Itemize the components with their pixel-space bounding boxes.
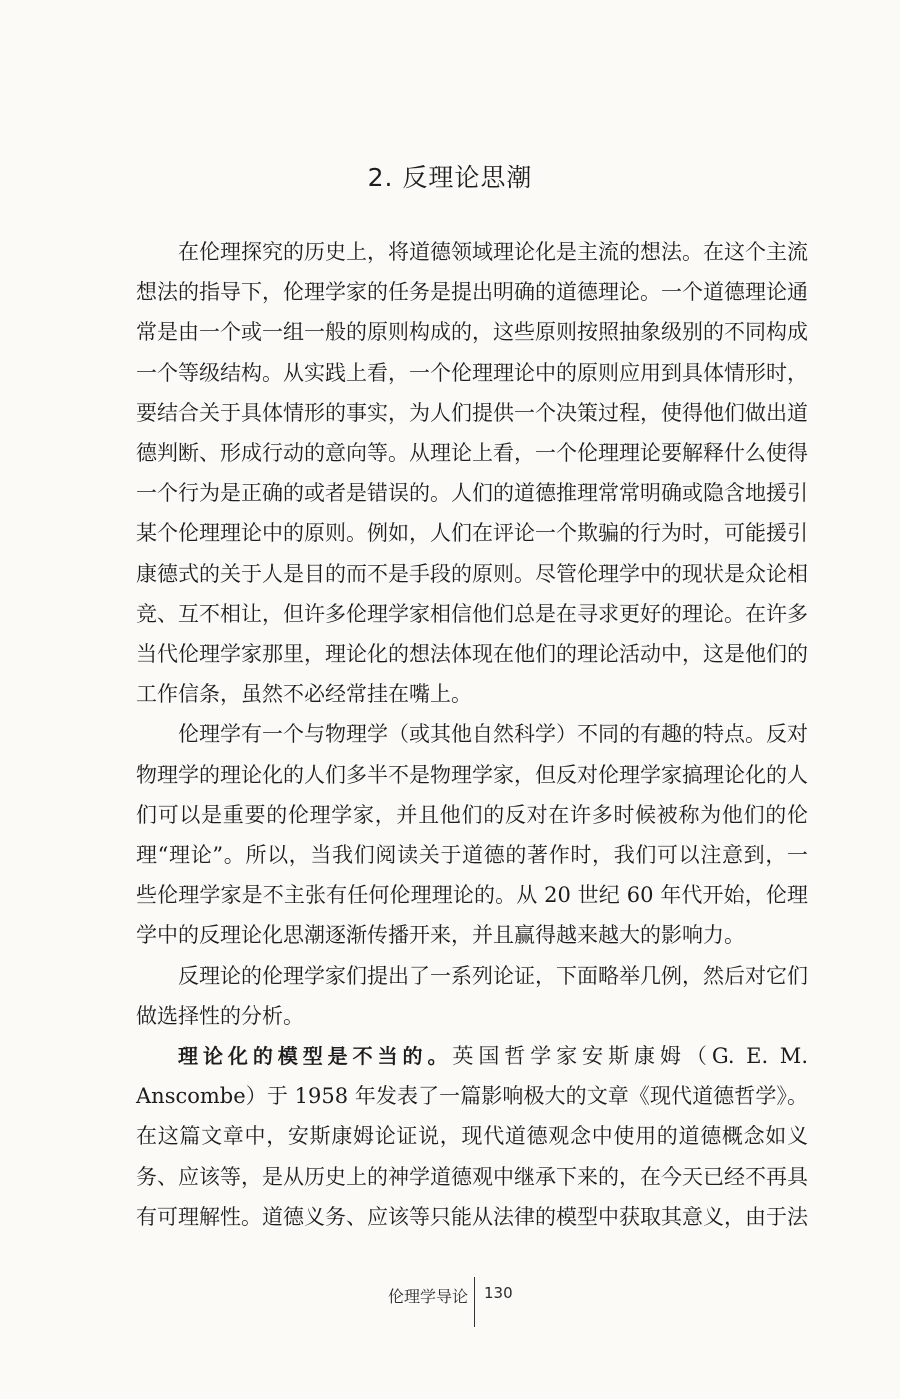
paragraph-3: [136, 956, 808, 1036]
page-number: 130: [484, 1284, 513, 1302]
running-footer-book-title: 伦理学导论: [387, 1287, 468, 1306]
paragraph-text: 在伦理探究的历史上，将道德领域理论化是主流的想法。在这个主流想法的指导下，伦理学家的任务是提出明确的道德理论。一个道德理论通常是由一个或一组一般的原则构成的，这些原则按照抽象级别的不同构成一个等级结构。从实践上看，一个伦理理论中的原则应用到具体情形时，要结合关于具体情形的事实，为人们提供一个决策过程，使得他们做出道德判断、形成行动的意向等。从理论上看，一个伦理理论要解释什么使得一个行为是正确的或者是错误的。人们的道德推理常常明确或隐含地援引某个伦理理论中的原则。例如，人们在评论一个欺骗的行为时，可能援引康德式的关于人是目的而不是手段的原则。尽管伦理学中的现状是众论相竞、互不相让，但许多伦理学家相信他们总是在寻求更好的理论。在许多当代伦理学家那里，理论化的想法体现在他们的理论活动中，这是他们的工作信条，虽然不必经常挂在嘴上。: [136, 240, 808, 707]
paragraph-text: 反理论的伦理学家们提出了一系列论证，下面略举几例，然后对它们做选择性的分析。: [136, 963, 808, 1028]
paragraph-2: [136, 714, 808, 955]
paragraph-4: [136, 1036, 808, 1237]
paragraph-lead: 理论化的模型是不当的。: [178, 1044, 453, 1069]
body-text: [136, 232, 808, 1237]
footer-divider: [474, 1277, 475, 1327]
paragraph-1: [136, 232, 808, 714]
page-footer: [0, 1277, 900, 1337]
section-title: 2. 反理论思潮: [367, 163, 533, 192]
paragraph-text: 伦理学有一个与物理学（或其他自然科学）不同的有趣的特点。反对物理学的理论化的人们多半不是物理学家，但反对伦理学家搞理论化的人们可以是重要的伦理学家，并且他们的反对在许多时候被称为他们的伦理“理论”。所以，当我们阅读关于道德的著作时，我们可以注意到，一些伦理学家是不主张有任何伦理理论的。从 20 世纪 60 年代开始，伦理学中的反理论化思潮逐渐传播开来，并且赢得越来越大的影响力。: [136, 722, 808, 948]
paragraph-text: 英国哲学家安斯康姆（G. E. M. Anscombe）于 1958 年发表了一篇影响极大的文章《现代道德哲学》。在这篇文章中，安斯康姆论证说，现代道德观念中使用的道德概念如义务、应该等，是从历史上的神学道德观中继承下来的，在今天已经不再具有可理解性。道德义务、应该等只能从法律的模型中获取其意义，由于法: [136, 1044, 808, 1229]
